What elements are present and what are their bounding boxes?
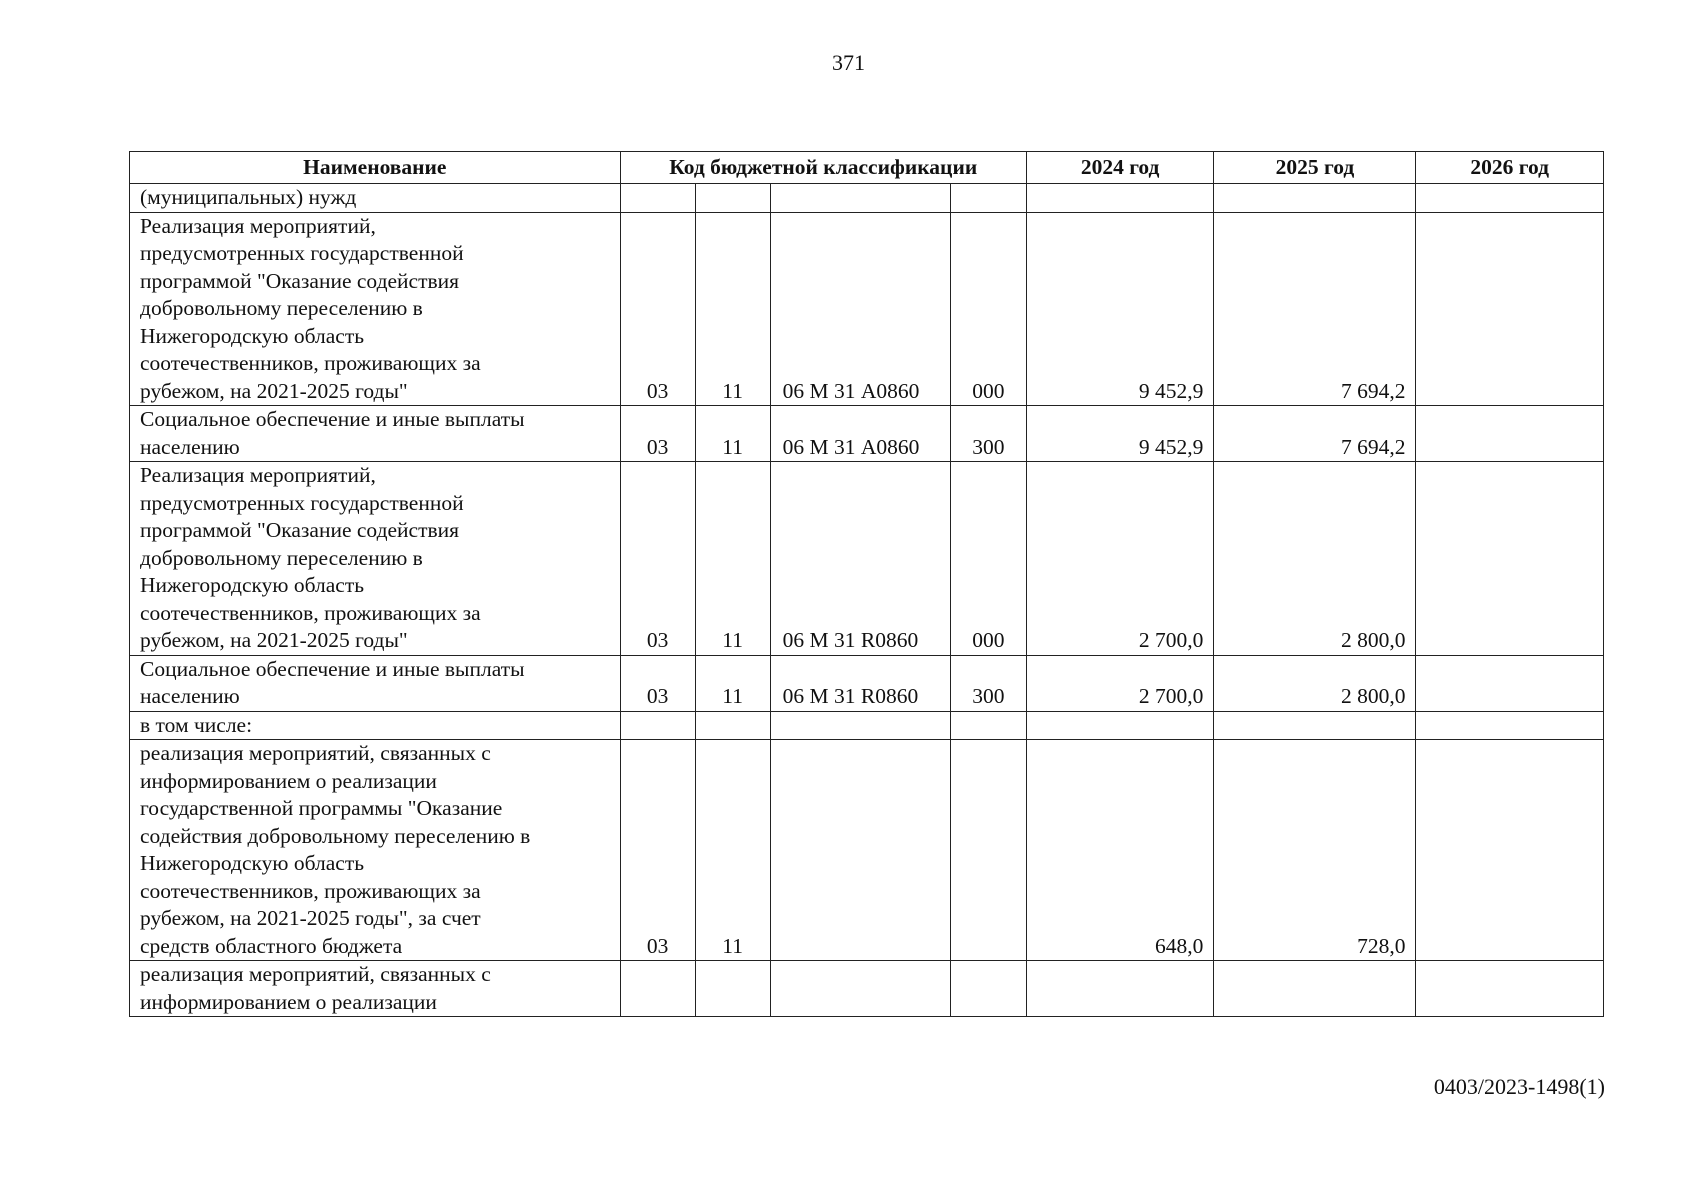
cell-target-article: 06 М 31 R0860: [770, 655, 950, 711]
cell-name: реализация мероприятий, связанных с информированием о реализации государственной программы "Оказание содействия добровольному переселению в Нижегородскую область соотечественников, проживающих за рубежом, на 2021-2025 годы", за счет средств областного бюджета: [130, 740, 621, 961]
cell-section: 03: [620, 212, 695, 406]
cell-2026: [1416, 961, 1604, 1017]
cell-name: реализация мероприятий, связанных с информированием о реализации: [130, 961, 621, 1017]
cell-2024: [1026, 184, 1214, 213]
cell-subsection: 11: [695, 740, 770, 961]
cell-expense-type: [950, 740, 1026, 961]
cell-target-article: [770, 184, 950, 213]
cell-2026: [1416, 184, 1604, 213]
cell-subsection: 11: [695, 655, 770, 711]
cell-expense-type: [950, 711, 1026, 740]
cell-expense-type: 300: [950, 655, 1026, 711]
cell-2026: [1416, 711, 1604, 740]
table-row: [130, 212, 1604, 406]
cell-subsection: 11: [695, 462, 770, 656]
cell-2024: 9 452,9: [1026, 406, 1214, 462]
cell-target-article: [770, 740, 950, 961]
cell-2024: 9 452,9: [1026, 212, 1214, 406]
cell-target-article: 06 М 31 А0860: [770, 212, 950, 406]
cell-subsection: 11: [695, 406, 770, 462]
budget-table: [129, 151, 1604, 1017]
table-row: [130, 462, 1604, 656]
cell-section: 03: [620, 655, 695, 711]
cell-section: 03: [620, 406, 695, 462]
cell-section: [620, 961, 695, 1017]
table-row: [130, 406, 1604, 462]
cell-2026: [1416, 406, 1604, 462]
cell-2026: [1416, 212, 1604, 406]
cell-expense-type: 000: [950, 212, 1026, 406]
cell-2024: 648,0: [1026, 740, 1214, 961]
cell-subsection: [695, 961, 770, 1017]
header-budget-code: Код бюджетной классификации: [620, 152, 1026, 184]
cell-2026: [1416, 740, 1604, 961]
cell-subsection: [695, 711, 770, 740]
header-name: Наименование: [130, 152, 621, 184]
cell-2024: 2 700,0: [1026, 655, 1214, 711]
cell-2026: [1416, 462, 1604, 656]
cell-2024: [1026, 961, 1214, 1017]
header-2026: 2026 год: [1416, 152, 1604, 184]
table-row: [130, 711, 1604, 740]
cell-2025: 2 800,0: [1214, 655, 1416, 711]
cell-target-article: 06 М 31 А0860: [770, 406, 950, 462]
cell-name: Реализация мероприятий, предусмотренных государственной программой "Оказание содействия добровольному переселению в Нижегородскую область соотечественников, проживающих за рубежом, на 2021-2025 годы": [130, 462, 621, 656]
cell-name: Реализация мероприятий, предусмотренных государственной программой "Оказание содействия добровольному переселению в Нижегородскую область соотечественников, проживающих за рубежом, на 2021-2025 годы": [130, 212, 621, 406]
header-2025: 2025 год: [1214, 152, 1416, 184]
table-header-row: [130, 152, 1604, 184]
cell-target-article: 06 М 31 R0860: [770, 462, 950, 656]
cell-2025: [1214, 184, 1416, 213]
cell-expense-type: [950, 961, 1026, 1017]
document-code: 0403/2023-1498(1): [1433, 1074, 1605, 1099]
cell-name: (муниципальных) нужд: [130, 184, 621, 213]
cell-section: 03: [620, 740, 695, 961]
cell-target-article: [770, 961, 950, 1017]
cell-2025: 7 694,2: [1214, 406, 1416, 462]
cell-2025: 728,0: [1214, 740, 1416, 961]
cell-name: Социальное обеспечение и иные выплаты населению: [130, 406, 621, 462]
cell-2025: 7 694,2: [1214, 212, 1416, 406]
cell-section: [620, 711, 695, 740]
cell-2025: [1214, 711, 1416, 740]
cell-target-article: [770, 711, 950, 740]
cell-subsection: [695, 184, 770, 213]
cell-section: 03: [620, 462, 695, 656]
header-2024: 2024 год: [1026, 152, 1214, 184]
cell-2025: [1214, 961, 1416, 1017]
cell-2024: 2 700,0: [1026, 462, 1214, 656]
cell-2025: 2 800,0: [1214, 462, 1416, 656]
cell-section: [620, 184, 695, 213]
cell-subsection: 11: [695, 212, 770, 406]
cell-expense-type: 000: [950, 462, 1026, 656]
cell-2024: [1026, 711, 1214, 740]
cell-expense-type: 300: [950, 406, 1026, 462]
table-row: [130, 655, 1604, 711]
table-row: [130, 740, 1604, 961]
table-row: [130, 184, 1604, 213]
table-row: [130, 961, 1604, 1017]
cell-name: Социальное обеспечение и иные выплаты населению: [130, 655, 621, 711]
page-number: 371: [832, 50, 865, 75]
cell-name: в том числе:: [130, 711, 621, 740]
cell-expense-type: [950, 184, 1026, 213]
cell-2026: [1416, 655, 1604, 711]
